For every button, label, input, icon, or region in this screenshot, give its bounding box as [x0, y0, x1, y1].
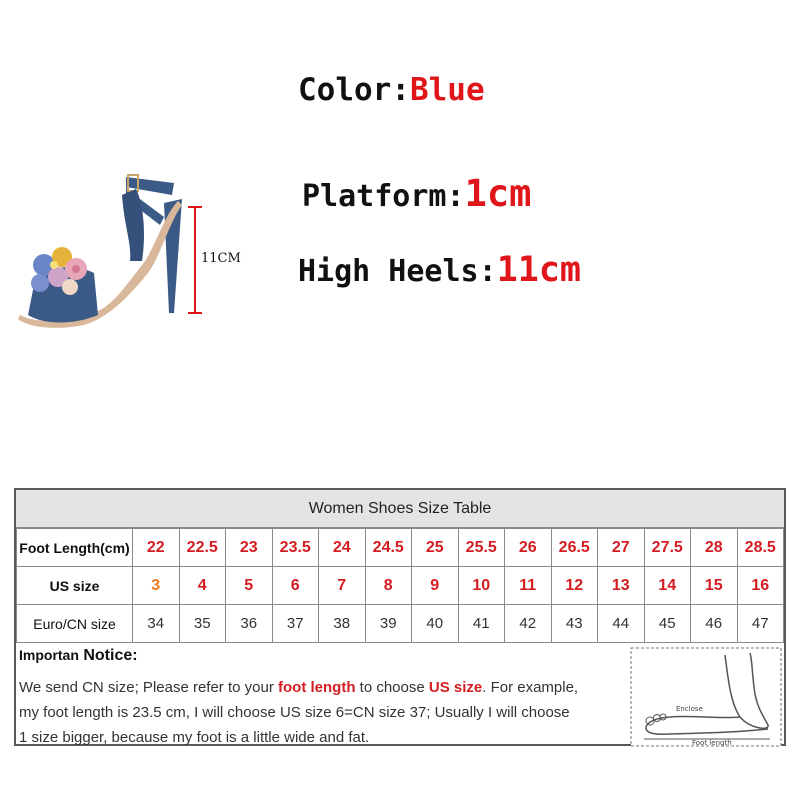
foot-length-cell: 23 — [226, 529, 273, 567]
foot-length-cell: 28 — [691, 529, 738, 567]
platform-spec — [302, 172, 531, 215]
eu-size-cell: 47 — [737, 605, 784, 643]
foot-length-cell: 24.5 — [365, 529, 412, 567]
us-size-cell: 3 — [133, 567, 180, 605]
us-size-header: US size — [17, 567, 133, 605]
size-table — [14, 488, 786, 746]
us-size-cell: 7 — [319, 567, 366, 605]
us-size-cell: 12 — [551, 567, 598, 605]
foot-length-cell: 26.5 — [551, 529, 598, 567]
foot-length-cell: 27.5 — [644, 529, 691, 567]
us-size-cell: 4 — [179, 567, 226, 605]
eu-size-row — [17, 605, 784, 643]
eu-size-cell: 46 — [691, 605, 738, 643]
foot-length-cell: 27 — [598, 529, 645, 567]
size-grid — [16, 528, 784, 643]
eu-size-cell: 35 — [179, 605, 226, 643]
us-size-highlight: US size — [428, 679, 483, 696]
eu-size-cell: 44 — [598, 605, 645, 643]
eu-size-cell: 38 — [319, 605, 366, 643]
us-size-cell: 13 — [598, 567, 645, 605]
notice-text-part: We send CN size; Please refer to your — [19, 679, 278, 696]
us-size-cell: 6 — [272, 567, 319, 605]
foot-length-cell: 28.5 — [737, 529, 784, 567]
foot-length-highlight: foot length — [278, 679, 356, 696]
foot-length-cell: 22.5 — [179, 529, 226, 567]
notice-text-part: . For example, — [482, 679, 579, 696]
foot-length-row — [17, 529, 784, 567]
us-size-cell: 15 — [691, 567, 738, 605]
color-value: Blue — [409, 72, 485, 108]
platform-label: Platform: — [302, 179, 465, 214]
eu-size-cell: 39 — [365, 605, 412, 643]
foot-length-cell: 25 — [412, 529, 459, 567]
us-size-cell: 8 — [365, 567, 412, 605]
notice-title-main: Notice: — [83, 647, 138, 664]
us-size-cell: 14 — [644, 567, 691, 605]
notice-text-part: to choose — [355, 679, 429, 696]
notice-title-prefix: Importan — [19, 647, 79, 663]
heel-value: 11cm — [496, 250, 581, 290]
enclose-label: Enclose — [676, 705, 703, 713]
foot-length-cell: 23.5 — [272, 529, 319, 567]
heel-label: High Heels: — [298, 254, 497, 289]
us-size-cell: 16 — [737, 567, 784, 605]
foot-length-cell: 25.5 — [458, 529, 505, 567]
foot-length-cell: 22 — [133, 529, 180, 567]
heel-height-label: 11CM — [201, 251, 241, 266]
us-size-cell: 10 — [458, 567, 505, 605]
eu-size-cell: 43 — [551, 605, 598, 643]
notice-line-3: 1 size bigger, because my foot is a little wide and fat. — [19, 729, 370, 746]
heel-spec — [298, 250, 581, 290]
table-title: Women Shoes Size Table — [16, 490, 784, 528]
foot-length-cell: 26 — [505, 529, 552, 567]
notice-title — [19, 647, 138, 665]
color-label: Color: — [298, 72, 410, 108]
eu-size-cell: 40 — [412, 605, 459, 643]
platform-value: 1cm — [464, 172, 532, 215]
notice-section — [16, 643, 784, 751]
eu-size-cell: 42 — [505, 605, 552, 643]
us-size-row — [17, 567, 784, 605]
foot-length-header: Foot Length(cm) — [17, 529, 133, 567]
eu-size-header: Euro/CN size — [17, 605, 133, 643]
us-size-cell: 5 — [226, 567, 273, 605]
color-spec — [298, 72, 485, 108]
eu-size-cell: 34 — [133, 605, 180, 643]
us-size-cell: 9 — [412, 567, 459, 605]
notice-line-1 — [19, 675, 629, 700]
us-size-cell: 11 — [505, 567, 552, 605]
foot-measure-diagram — [630, 647, 782, 747]
foot-length-cell: 24 — [319, 529, 366, 567]
notice-line-2: my foot length is 23.5 cm, I will choose US size 6=CN size 37; Usually I will choose — [19, 704, 570, 721]
eu-size-cell: 37 — [272, 605, 319, 643]
sandal-image — [14, 165, 194, 335]
eu-size-cell: 36 — [226, 605, 273, 643]
eu-size-cell: 45 — [644, 605, 691, 643]
foot-length-label: Foot length — [692, 739, 732, 747]
notice-text — [19, 675, 629, 750]
eu-size-cell: 41 — [458, 605, 505, 643]
